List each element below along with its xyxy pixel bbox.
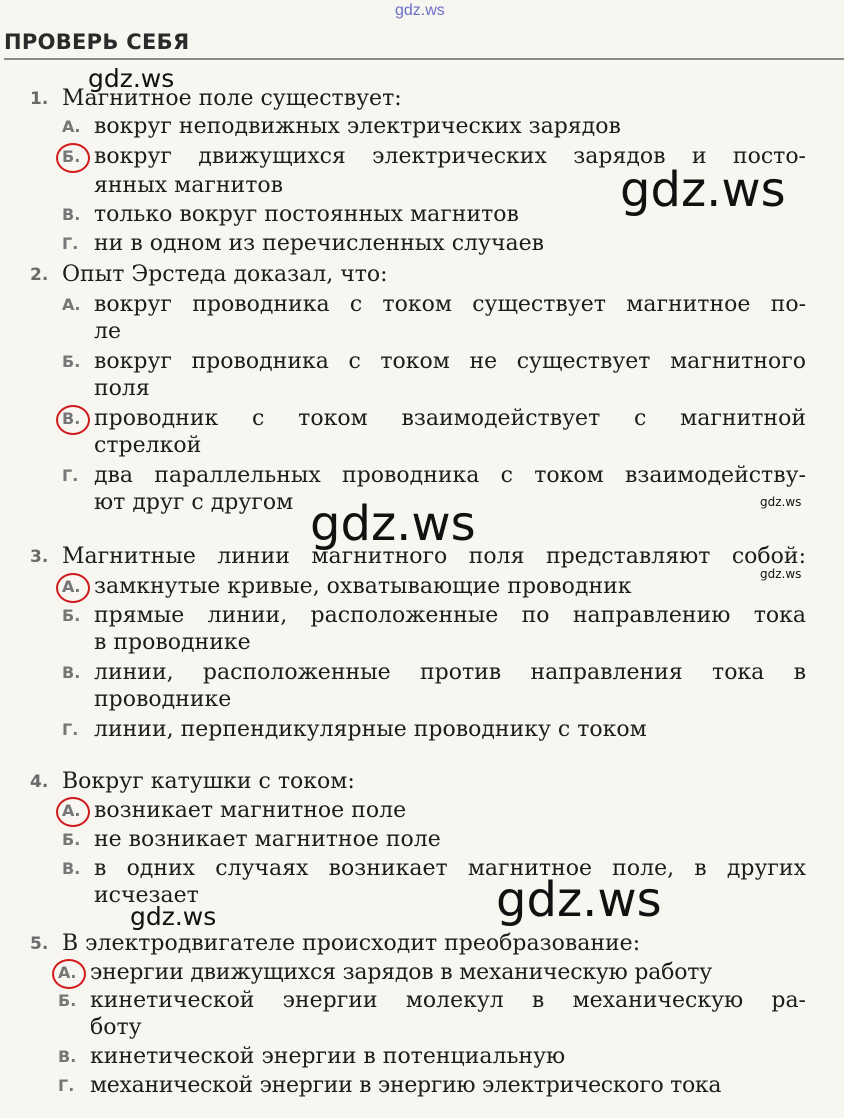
answer-letter: А. [62,295,81,314]
answer-line: кинетической энергии в потенциальную [90,1044,566,1069]
answer-line: механической энергии в энергию электрического тока [90,1073,722,1098]
question-number: 3. [30,547,49,567]
answer-line: замкнутые кривые, охватывающие проводник [94,574,632,599]
question-number: 2. [30,265,49,285]
answer-line: возникает магнитное поле [94,798,407,823]
section-header [4,30,844,60]
answer-line: кинетической энергии молекул в механическую ра- [90,988,806,1013]
question-number: 5. [30,934,49,954]
answer-letter: В. [62,409,81,428]
answer-line: исчезает [94,883,199,908]
answer-line: поля [94,376,150,401]
watermark: gdz.ws [496,872,662,928]
watermark: gdz.ws [760,567,802,581]
answer-letter: В. [62,205,81,224]
answer-line: в одних случаях возникает магнитное поле, в других [94,856,806,881]
question-text: Вокруг катушки с током: [62,769,355,794]
answer-line: не возникает магнитное поле [94,827,441,852]
answer-line: в проводнике [94,630,251,655]
question-number: 1. [30,89,49,109]
answer-letter: Б. [62,606,81,625]
answer-line: вокруг проводника с током не существует магнитного [94,349,806,374]
answer-letter: Г. [62,234,79,253]
answer-letter: Б. [62,147,81,166]
answer-line: энергии движущихся зарядов в механическую работу [90,960,712,985]
answer-letter: А. [62,117,81,136]
answer-letter: Г. [62,720,79,739]
answer-letter: В. [62,663,81,682]
answer-line: линии, расположенные против направления тока в [94,660,806,685]
answer-line: прямые линии, расположенные по направлению тока [94,603,806,628]
answer-line: боту [90,1015,142,1040]
answer-letter: Г. [58,1076,75,1095]
answer-line: проводник с током взаимодействует с магнитной [94,406,806,431]
watermark: gdz.ws [310,496,476,552]
page-title: ПРОВЕРЬ СЕБЯ [4,30,190,54]
question-text: Опыт Эрстеда доказал, что: [62,262,388,287]
watermark: gdz.ws [88,64,175,93]
answer-letter: Б. [62,352,81,371]
answer-letter: Б. [58,991,77,1010]
watermark: gdz.ws [620,162,786,218]
question-text: Магнитное поле существует: [62,86,402,111]
answer-line: ни в одном из перечисленных случаев [94,231,545,256]
question-text: Магнитные линии магнитного поля представляют собой: [62,544,806,569]
answer-letter: Б. [62,830,81,849]
question-text: В электродвигателе происходит преобразование: [62,931,641,956]
answer-line: вокруг неподвижных электрических зарядов [94,114,621,139]
answer-line: вокруг движущихся электрических зарядов и посто- [94,144,806,169]
answer-line: стрелкой [94,433,202,458]
answer-line: линии, перпендикулярные проводнику с током [94,717,647,742]
answer-line: ют друг с другом [94,490,294,515]
answer-line: ле [94,319,121,344]
answer-letter: А. [62,801,81,820]
answer-letter: Г. [62,466,79,485]
answer-line: янных магнитов [94,173,283,198]
watermark: gdz.ws [130,902,217,931]
answer-line: только вокруг постоянных магнитов [94,202,519,227]
watermark-top: gdz.ws [395,2,445,19]
question-number: 4. [30,772,49,792]
answer-letter: В. [58,1047,77,1066]
watermark: gdz.ws [760,495,802,509]
answer-line: вокруг проводника с током существует магнитное по- [94,292,806,317]
answer-line: два параллельных проводника с током взаимодейству- [94,463,806,488]
answer-letter: В. [62,859,81,878]
answer-letter: А. [58,963,77,982]
answer-letter: А. [62,577,81,596]
answer-line: проводнике [94,687,232,712]
